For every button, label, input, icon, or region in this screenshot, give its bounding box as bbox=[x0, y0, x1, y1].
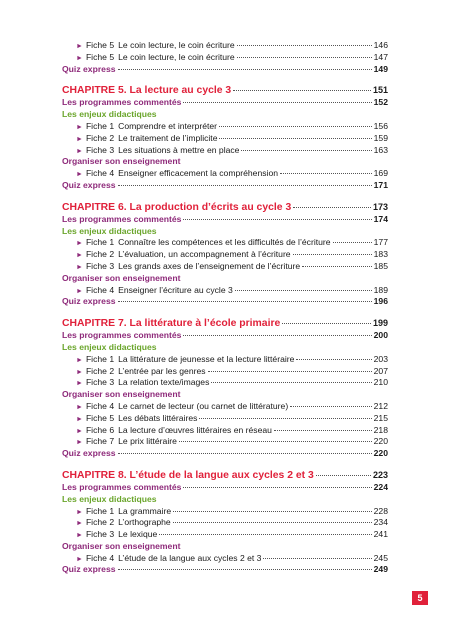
fiche-number: Fiche 3 bbox=[85, 260, 115, 271]
programmes-label: Les programmes commentés bbox=[62, 213, 182, 224]
triangle-bullet-icon: ► bbox=[76, 508, 83, 516]
toc-quiz-entry[interactable] bbox=[62, 564, 388, 576]
triangle-bullet-icon: ► bbox=[76, 555, 83, 563]
toc-fiche-entry[interactable] bbox=[62, 261, 388, 273]
toc-quiz-entry[interactable] bbox=[62, 64, 388, 76]
toc-fiche-entry[interactable] bbox=[62, 168, 388, 180]
dot-leader bbox=[333, 241, 372, 243]
page-ref: 200 bbox=[373, 330, 388, 341]
fiche-title: Connaître les compétences et les difficultés de l’écriture bbox=[118, 237, 331, 248]
dot-leader bbox=[159, 533, 371, 535]
page-ref: 173 bbox=[372, 201, 388, 212]
fiche-title: Enseigner l’écriture au cycle 3 bbox=[118, 284, 233, 295]
fiche-title: La lecture d’œuvres littéraires en réseau bbox=[118, 424, 272, 435]
dot-leader bbox=[293, 206, 371, 208]
fiche-title: Les situations à mettre en place bbox=[118, 144, 240, 155]
programmes-label: Les programmes commentés bbox=[62, 97, 182, 108]
section-label-organiser: Organiser son enseignement bbox=[62, 156, 181, 167]
programmes-label: Les programmes commentés bbox=[62, 330, 182, 341]
fiche-title: Le coin lecture, le coin écriture bbox=[118, 40, 235, 50]
page-ref: 151 bbox=[372, 85, 388, 96]
page-ref: 146 bbox=[373, 40, 388, 50]
fiche-number: Fiche 6 bbox=[85, 424, 115, 435]
dot-leader bbox=[211, 381, 371, 383]
triangle-bullet-icon: ► bbox=[76, 532, 83, 540]
page-ref: 171 bbox=[373, 179, 388, 190]
fiche-number: Fiche 1 bbox=[85, 237, 115, 248]
chapter-title: CHAPITRE 7. La littérature à l’école primaire bbox=[62, 318, 281, 330]
fiche-title: Le prix littéraire bbox=[118, 436, 177, 447]
dot-leader bbox=[316, 474, 371, 476]
dot-leader bbox=[219, 137, 371, 139]
toc-quiz-entry[interactable] bbox=[62, 448, 388, 460]
toc-fiche-entry[interactable] bbox=[62, 40, 388, 52]
dot-leader bbox=[179, 440, 372, 442]
page-ref: 147 bbox=[373, 51, 388, 62]
dot-leader bbox=[241, 149, 371, 151]
triangle-bullet-icon: ► bbox=[76, 43, 83, 50]
dot-leader bbox=[280, 172, 372, 174]
page-ref: 159 bbox=[373, 132, 388, 143]
section-label-enjeux: Les enjeux didactiques bbox=[62, 109, 157, 120]
quiz-label: Quiz express bbox=[62, 564, 116, 575]
dot-leader bbox=[302, 265, 372, 267]
fiche-number: Fiche 3 bbox=[85, 144, 115, 155]
section-label-organiser: Organiser son enseignement bbox=[62, 540, 181, 551]
dot-leader bbox=[118, 300, 372, 302]
dot-leader bbox=[219, 125, 372, 127]
page-ref: 185 bbox=[373, 260, 388, 271]
page-ref: 245 bbox=[373, 552, 388, 563]
fiche-number: Fiche 4 bbox=[85, 400, 115, 411]
triangle-bullet-icon: ► bbox=[76, 415, 83, 423]
section-label-enjeux: Les enjeux didactiques bbox=[62, 341, 157, 352]
toc-fiche-entry[interactable] bbox=[62, 121, 388, 133]
chapter-title: CHAPITRE 6. La production d’écrits au cycle 3 bbox=[62, 201, 292, 213]
page-ref: 207 bbox=[373, 365, 388, 376]
dot-leader bbox=[183, 101, 371, 103]
page-ref: 183 bbox=[373, 249, 388, 260]
fiche-number: Fiche 1 bbox=[85, 353, 115, 364]
toc-fiche-entry[interactable] bbox=[62, 425, 388, 437]
dot-leader bbox=[296, 358, 371, 360]
section-label-enjeux: Les enjeux didactiques bbox=[62, 225, 157, 236]
dot-leader bbox=[263, 557, 371, 559]
toc-fiche-entry[interactable] bbox=[62, 145, 388, 157]
chapter-title: CHAPITRE 8. L’étude de la langue aux cycles 2 et 3 bbox=[62, 469, 314, 481]
page-ref: 196 bbox=[373, 296, 388, 307]
triangle-bullet-icon: ► bbox=[76, 439, 83, 447]
quiz-label: Quiz express bbox=[62, 63, 116, 74]
fiche-number: Fiche 2 bbox=[85, 249, 115, 260]
quiz-label: Quiz express bbox=[62, 179, 116, 190]
chapter-title: CHAPITRE 5. La lecture au cycle 3 bbox=[62, 85, 232, 97]
dot-leader bbox=[274, 429, 372, 431]
table-of-contents bbox=[62, 40, 388, 576]
dot-leader bbox=[290, 405, 371, 407]
fiche-title: Les grands axes de l’enseignement de l’écriture bbox=[118, 260, 301, 271]
dot-leader bbox=[173, 521, 372, 523]
toc-fiche-entry[interactable] bbox=[62, 517, 388, 529]
toc-fiche-entry[interactable] bbox=[62, 354, 388, 366]
page-ref: 174 bbox=[373, 213, 388, 224]
fiche-number: Fiche 3 bbox=[85, 529, 115, 540]
fiche-title: Enseigner efficacement la compréhension bbox=[118, 168, 278, 179]
dot-leader bbox=[183, 486, 371, 488]
toc-fiche-entry[interactable] bbox=[62, 237, 388, 249]
chapter-heading[interactable] bbox=[62, 200, 388, 214]
fiche-number: Fiche 4 bbox=[85, 168, 115, 179]
triangle-bullet-icon: ► bbox=[76, 135, 83, 143]
fiche-title: Le carnet de lecteur (ou carnet de littérature) bbox=[118, 400, 289, 411]
chapter-heading[interactable] bbox=[62, 468, 388, 482]
toc-quiz-entry[interactable] bbox=[62, 296, 388, 308]
page-ref: 189 bbox=[373, 284, 388, 295]
page-ref: 218 bbox=[373, 424, 388, 435]
triangle-bullet-icon: ► bbox=[76, 54, 83, 62]
toc-fiche-entry[interactable] bbox=[62, 52, 388, 64]
triangle-bullet-icon: ► bbox=[76, 368, 83, 376]
fiche-number: Fiche 4 bbox=[85, 552, 115, 563]
quiz-label: Quiz express bbox=[62, 448, 116, 459]
fiche-number: Fiche 1 bbox=[85, 505, 115, 516]
triangle-bullet-icon: ► bbox=[76, 171, 83, 179]
toc-fiche-entry[interactable] bbox=[62, 401, 388, 413]
dot-leader bbox=[293, 253, 372, 255]
fiche-number: Fiche 7 bbox=[85, 436, 115, 447]
fiche-title: Le coin lecture, le coin écriture bbox=[118, 51, 235, 62]
fiche-title: L’orthographe bbox=[118, 517, 171, 528]
dot-leader bbox=[118, 568, 372, 570]
fiche-number: Fiche 2 bbox=[85, 132, 115, 143]
fiche-title: L’évaluation, un accompagnement à l’écriture bbox=[118, 249, 291, 260]
section-label-organiser: Organiser son enseignement bbox=[62, 389, 181, 400]
toc-programmes-entry[interactable] bbox=[62, 214, 388, 226]
fiche-number: Fiche 5 bbox=[85, 40, 115, 50]
dot-leader bbox=[233, 89, 371, 91]
toc-quiz-entry[interactable] bbox=[62, 180, 388, 192]
triangle-bullet-icon: ► bbox=[76, 520, 83, 528]
toc-fiche-entry[interactable] bbox=[62, 553, 388, 565]
fiche-number: Fiche 2 bbox=[85, 365, 115, 376]
fiche-title: L’entrée par les genres bbox=[118, 365, 206, 376]
page-ref: 149 bbox=[373, 63, 388, 74]
page-ref: 156 bbox=[373, 120, 388, 131]
dot-leader bbox=[208, 370, 372, 372]
fiche-title: L’étude de la langue aux cycles 2 et 3 bbox=[118, 552, 262, 563]
triangle-bullet-icon: ► bbox=[76, 287, 83, 295]
page-ref: 241 bbox=[373, 529, 388, 540]
dot-leader bbox=[235, 289, 372, 291]
toc-programmes-entry[interactable] bbox=[62, 482, 388, 494]
triangle-bullet-icon: ► bbox=[76, 123, 83, 131]
toc-fiche-entry[interactable] bbox=[62, 133, 388, 145]
page-ref: 249 bbox=[373, 564, 388, 575]
section-label-enjeux: Les enjeux didactiques bbox=[62, 493, 157, 504]
toc-fiche-entry[interactable] bbox=[62, 285, 388, 297]
fiche-title: Le lexique bbox=[118, 529, 158, 540]
page-ref: 215 bbox=[373, 412, 388, 423]
page-ref: 203 bbox=[373, 353, 388, 364]
page-ref: 210 bbox=[373, 377, 388, 388]
dot-leader bbox=[118, 68, 372, 70]
dot-leader bbox=[237, 44, 372, 46]
fiche-number: Fiche 5 bbox=[85, 412, 115, 423]
triangle-bullet-icon: ► bbox=[76, 147, 83, 155]
dot-leader bbox=[199, 417, 371, 419]
page-ref: 152 bbox=[373, 97, 388, 108]
page-ref: 234 bbox=[373, 517, 388, 528]
triangle-bullet-icon: ► bbox=[76, 380, 83, 388]
fiche-number: Fiche 2 bbox=[85, 517, 115, 528]
page-ref: 177 bbox=[373, 237, 388, 248]
quiz-label: Quiz express bbox=[62, 296, 116, 307]
toc-fiche-entry[interactable] bbox=[62, 529, 388, 541]
fiche-number: Fiche 1 bbox=[85, 120, 115, 131]
page-number-badge: 5 bbox=[412, 591, 428, 605]
triangle-bullet-icon: ► bbox=[76, 252, 83, 260]
page-ref: 220 bbox=[373, 448, 388, 459]
dot-leader bbox=[118, 184, 372, 186]
toc-fiche-entry[interactable] bbox=[62, 377, 388, 389]
toc-fiche-entry[interactable] bbox=[62, 249, 388, 261]
fiche-number: Fiche 3 bbox=[85, 377, 115, 388]
section-label-organiser: Organiser son enseignement bbox=[62, 272, 181, 283]
chapter-heading[interactable] bbox=[62, 83, 388, 97]
fiche-title: Comprendre et interpréter bbox=[118, 120, 217, 131]
fiche-title: Le traitement de l’implicite bbox=[118, 132, 218, 143]
fiche-number: Fiche 4 bbox=[85, 284, 115, 295]
triangle-bullet-icon: ► bbox=[76, 403, 83, 411]
toc-programmes-entry[interactable] bbox=[62, 97, 388, 109]
page-ref: 220 bbox=[373, 436, 388, 447]
dot-leader bbox=[183, 334, 371, 336]
triangle-bullet-icon: ► bbox=[76, 263, 83, 271]
page-ref: 223 bbox=[372, 469, 388, 480]
dot-leader bbox=[237, 56, 372, 58]
dot-leader bbox=[118, 452, 372, 454]
page-ref: 199 bbox=[372, 318, 388, 329]
fiche-title: La littérature de jeunesse et la lecture littéraire bbox=[118, 353, 295, 364]
programmes-label: Les programmes commentés bbox=[62, 481, 182, 492]
dot-leader bbox=[183, 218, 371, 220]
page-ref: 169 bbox=[373, 168, 388, 179]
toc-fiche-entry[interactable] bbox=[62, 436, 388, 448]
dot-leader bbox=[282, 322, 371, 324]
page-ref: 228 bbox=[373, 505, 388, 516]
fiche-title: La relation texte/images bbox=[118, 377, 210, 388]
page-ref: 212 bbox=[373, 400, 388, 411]
triangle-bullet-icon: ► bbox=[76, 427, 83, 435]
toc-programmes-entry[interactable] bbox=[62, 330, 388, 342]
fiche-title: Les débats littéraires bbox=[118, 412, 198, 423]
toc-fiche-entry[interactable] bbox=[62, 366, 388, 378]
page-ref: 163 bbox=[373, 144, 388, 155]
page-ref: 224 bbox=[373, 481, 388, 492]
dot-leader bbox=[173, 510, 372, 512]
fiche-title: La grammaire bbox=[118, 505, 172, 516]
triangle-bullet-icon: ► bbox=[76, 356, 83, 364]
fiche-number: Fiche 5 bbox=[85, 51, 115, 62]
triangle-bullet-icon: ► bbox=[76, 240, 83, 248]
toc-fiche-entry[interactable] bbox=[62, 506, 388, 518]
toc-fiche-entry[interactable] bbox=[62, 413, 388, 425]
chapter-heading[interactable] bbox=[62, 316, 388, 330]
